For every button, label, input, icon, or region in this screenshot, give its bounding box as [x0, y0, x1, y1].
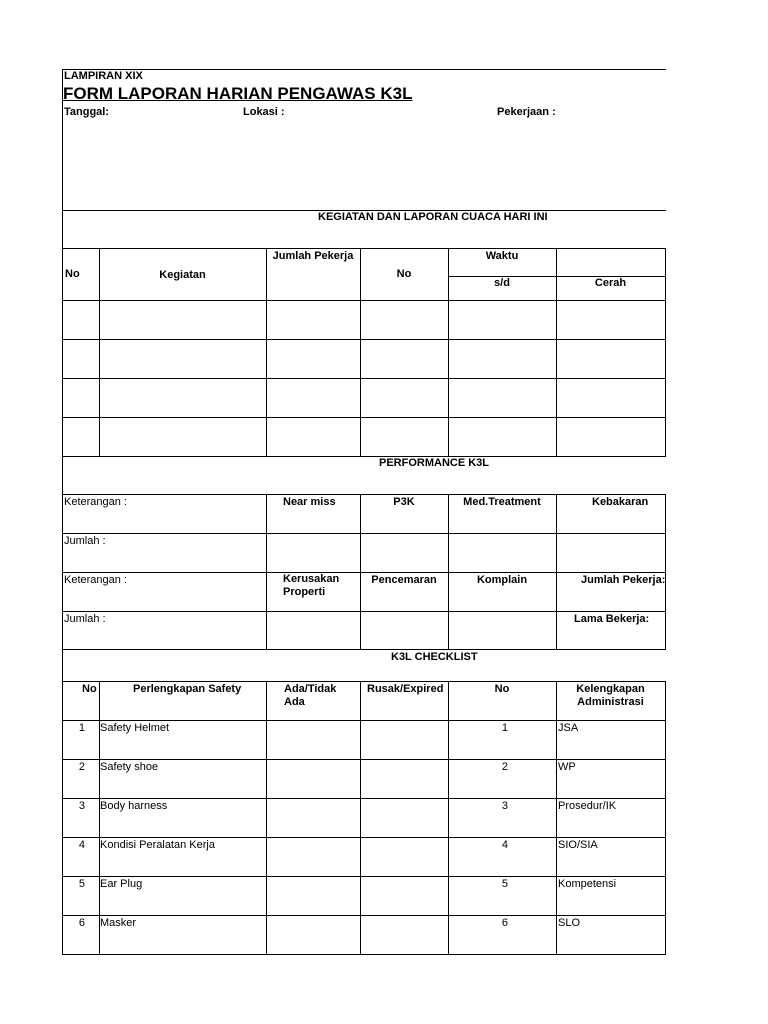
perf-count-label-1: Jumlah : — [64, 535, 106, 547]
checklist-row-item: Safety shoe — [100, 761, 159, 773]
perf-near-miss: Near miss — [283, 496, 336, 508]
work-label: Pekerjaan : — [497, 106, 556, 118]
perf-pollution: Pencemaran — [371, 574, 437, 586]
perf-count-label-2: Jumlah : — [64, 613, 106, 625]
activities-col-time: Waktu — [485, 250, 519, 262]
activities-section-title: KEGIATAN DAN LAPORAN CUACA HARI INI — [318, 211, 548, 223]
checklist-row-item: Masker — [100, 917, 137, 929]
activities-col-workers: Jumlah Pekerja — [272, 250, 354, 262]
checklist-row-item: Kondisi Peralatan Kerja — [100, 839, 215, 851]
perf-note-label-1: Keterangan : — [64, 496, 127, 508]
activities-col-no: No — [65, 268, 80, 280]
form-title: FORM LAPORAN HARIAN PENGAWAS K3L — [63, 84, 413, 103]
checklist-col-no: No — [82, 683, 97, 695]
checklist-row-item: Safety Helmet — [100, 722, 170, 734]
appendix-label: LAMPIRAN XIX — [64, 70, 143, 82]
checklist-row-admin: Prosedur/IK — [558, 800, 617, 812]
location-label: Lokasi : — [243, 106, 285, 118]
checklist-row-item: Body harness — [100, 800, 168, 812]
activities-col-no2: No — [396, 268, 412, 280]
checklist-row-admin: Kompetensi — [558, 878, 617, 890]
checklist-row-no2: 3 — [501, 800, 508, 812]
checklist-row-no2: 5 — [501, 878, 508, 890]
checklist-row-item: Ear Plug — [100, 878, 143, 890]
perf-worker-count: Jumlah Pekerja: — [581, 574, 666, 586]
checklist-col-available: Ada/Tidak Ada — [284, 683, 337, 708]
checklist-row-admin: JSA — [558, 722, 579, 734]
checklist-row-admin: WP — [558, 761, 576, 773]
checklist-row-no: 2 — [78, 761, 85, 773]
perf-note-label-2: Keterangan : — [64, 574, 127, 586]
checklist-row-no: 1 — [78, 722, 85, 734]
checklist-row-no2: 1 — [501, 722, 508, 734]
perf-fire: Kebakaran — [592, 496, 649, 508]
checklist-row-no: 6 — [78, 917, 85, 929]
checklist-row-no2: 4 — [501, 839, 508, 851]
activities-col-until: s/d — [494, 277, 510, 289]
checklist-row-admin: SLO — [558, 917, 581, 929]
checklist-row-no2: 6 — [501, 917, 508, 929]
activities-col-weather: Cerah — [594, 277, 627, 289]
checklist-col-damaged: Rusak/Expired — [367, 683, 444, 695]
checklist-row-admin: SIO/SIA — [558, 839, 598, 851]
performance-section-title: PERFORMANCE K3L — [379, 457, 490, 469]
activities-col-activity: Kegiatan — [159, 269, 206, 281]
checklist-col-no2: No — [494, 683, 510, 695]
checklist-row-no: 4 — [78, 839, 85, 851]
perf-p3k: P3K — [393, 496, 415, 508]
checklist-col-admin: Kelengkapan Administrasi — [576, 683, 645, 708]
perf-med-treatment: Med.Treatment — [463, 496, 541, 508]
checklist-row-no: 5 — [78, 878, 85, 890]
perf-property-damage: Kerusakan Properti — [283, 573, 340, 598]
checklist-row-no: 3 — [78, 800, 85, 812]
checklist-row-no2: 2 — [501, 761, 508, 773]
perf-work-duration: Lama Bekerja: — [574, 613, 650, 625]
perf-complaint: Komplain — [476, 574, 528, 586]
checklist-col-equipment: Perlengkapan Safety — [133, 683, 242, 695]
date-label: Tanggal: — [64, 106, 110, 118]
checklist-section-title: K3L CHECKLIST — [391, 651, 478, 663]
